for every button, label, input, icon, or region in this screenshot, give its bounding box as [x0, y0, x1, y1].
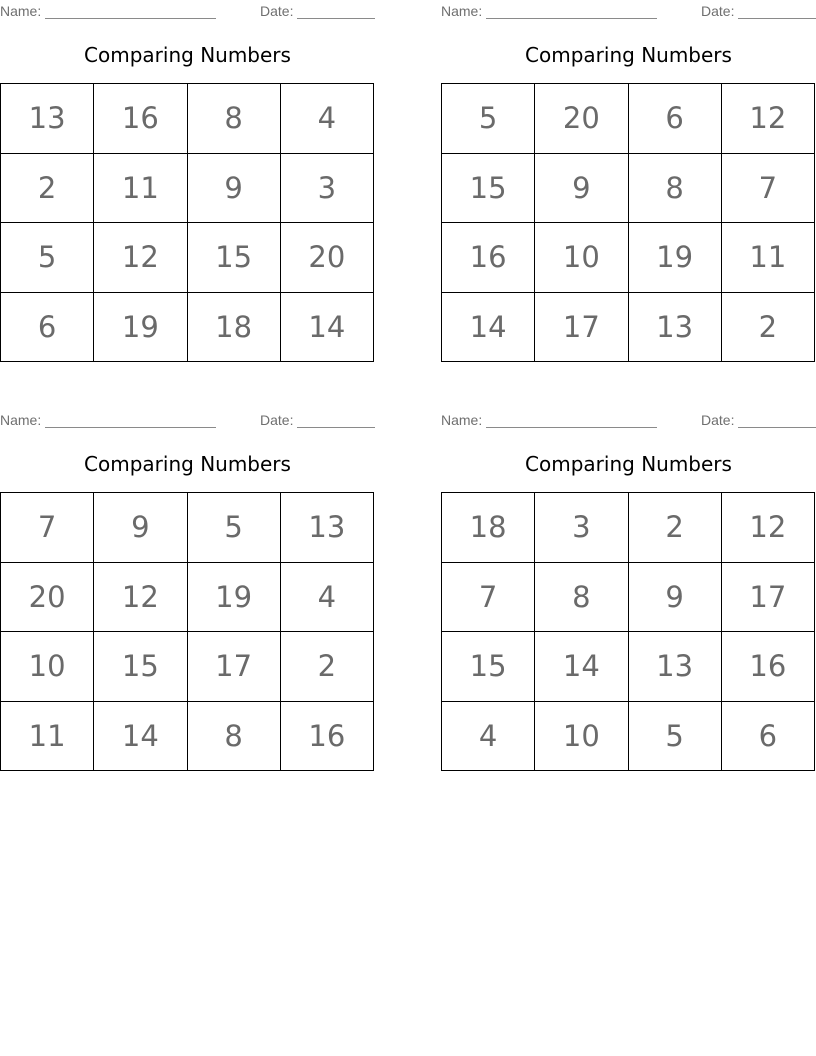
number-cell: 15: [442, 154, 535, 224]
number-cell: 11: [94, 154, 187, 224]
number-cell: 7: [1, 493, 94, 563]
number-cell: 5: [1, 223, 94, 293]
number-cell: 15: [442, 632, 535, 702]
number-cell: 4: [281, 84, 374, 154]
date-label: Date:: [260, 412, 294, 428]
number-cell: 12: [722, 84, 815, 154]
number-cell: 3: [281, 154, 374, 224]
number-cell: 16: [94, 84, 187, 154]
number-cell: 9: [188, 154, 281, 224]
name-date-header: [0, 412, 375, 428]
date-label: Date:: [260, 3, 294, 19]
number-cell: 14: [535, 632, 628, 702]
number-cell: 11: [722, 223, 815, 293]
number-cell: 15: [188, 223, 281, 293]
name-label: Name:: [0, 412, 42, 428]
number-cell: 17: [188, 632, 281, 702]
number-cell: 8: [629, 154, 722, 224]
date-blank-line[interactable]: [297, 3, 375, 19]
number-cell: 12: [722, 493, 815, 563]
number-cell: 13: [629, 293, 722, 363]
number-cell: 3: [535, 493, 628, 563]
number-cell: 19: [629, 223, 722, 293]
number-cell: 10: [535, 702, 628, 772]
number-cell: 8: [188, 702, 281, 772]
number-cell: 12: [94, 223, 187, 293]
name-date-header: [0, 3, 375, 19]
number-cell: 6: [722, 702, 815, 772]
date-label: Date:: [701, 3, 735, 19]
number-cell: 20: [535, 84, 628, 154]
number-cell: 20: [281, 223, 374, 293]
number-cell: 11: [1, 702, 94, 772]
number-cell: 16: [442, 223, 535, 293]
name-label: Name:: [0, 3, 42, 19]
name-label: Name:: [441, 412, 483, 428]
name-date-header: [441, 412, 816, 428]
number-cell: 14: [94, 702, 187, 772]
number-cell: 14: [281, 293, 374, 363]
number-cell: 6: [629, 84, 722, 154]
worksheet-card: [441, 0, 816, 375]
number-cell: 12: [94, 563, 187, 633]
number-cell: 15: [94, 632, 187, 702]
number-cell: 5: [442, 84, 535, 154]
number-cell: 17: [535, 293, 628, 363]
number-grid: [441, 492, 815, 771]
number-cell: 2: [722, 293, 815, 363]
number-grid: [441, 83, 815, 362]
number-cell: 5: [629, 702, 722, 772]
date-blank-line[interactable]: [738, 3, 816, 19]
number-cell: 2: [629, 493, 722, 563]
name-blank-line[interactable]: [486, 412, 657, 428]
number-cell: 18: [442, 493, 535, 563]
number-cell: 9: [535, 154, 628, 224]
worksheet-card: [0, 0, 375, 375]
number-cell: 9: [94, 493, 187, 563]
worksheet-card: [441, 409, 816, 784]
number-cell: 19: [94, 293, 187, 363]
date-blank-line[interactable]: [738, 412, 816, 428]
number-cell: 13: [281, 493, 374, 563]
name-blank-line[interactable]: [45, 3, 216, 19]
number-cell: 2: [1, 154, 94, 224]
number-cell: 19: [188, 563, 281, 633]
number-cell: 4: [442, 702, 535, 772]
number-cell: 4: [281, 563, 374, 633]
number-cell: 13: [629, 632, 722, 702]
name-blank-line[interactable]: [45, 412, 216, 428]
number-grid: [0, 492, 374, 771]
number-cell: 8: [188, 84, 281, 154]
number-cell: 16: [281, 702, 374, 772]
number-cell: 6: [1, 293, 94, 363]
number-cell: 8: [535, 563, 628, 633]
number-cell: 20: [1, 563, 94, 633]
number-cell: 7: [722, 154, 815, 224]
worksheet-title: Comparing Numbers: [84, 452, 291, 476]
date-label: Date:: [701, 412, 735, 428]
worksheet-title: Comparing Numbers: [525, 43, 732, 67]
name-blank-line[interactable]: [486, 3, 657, 19]
number-cell: 5: [188, 493, 281, 563]
number-cell: 13: [1, 84, 94, 154]
number-cell: 10: [535, 223, 628, 293]
number-cell: 18: [188, 293, 281, 363]
number-grid: [0, 83, 374, 362]
number-cell: 17: [722, 563, 815, 633]
number-cell: 2: [281, 632, 374, 702]
number-cell: 14: [442, 293, 535, 363]
number-cell: 16: [722, 632, 815, 702]
worksheet-card: [0, 409, 375, 784]
name-date-header: [441, 3, 816, 19]
worksheet-title: Comparing Numbers: [84, 43, 291, 67]
date-blank-line[interactable]: [297, 412, 375, 428]
worksheet-title: Comparing Numbers: [525, 452, 732, 476]
name-label: Name:: [441, 3, 483, 19]
number-cell: 9: [629, 563, 722, 633]
number-cell: 10: [1, 632, 94, 702]
number-cell: 7: [442, 563, 535, 633]
